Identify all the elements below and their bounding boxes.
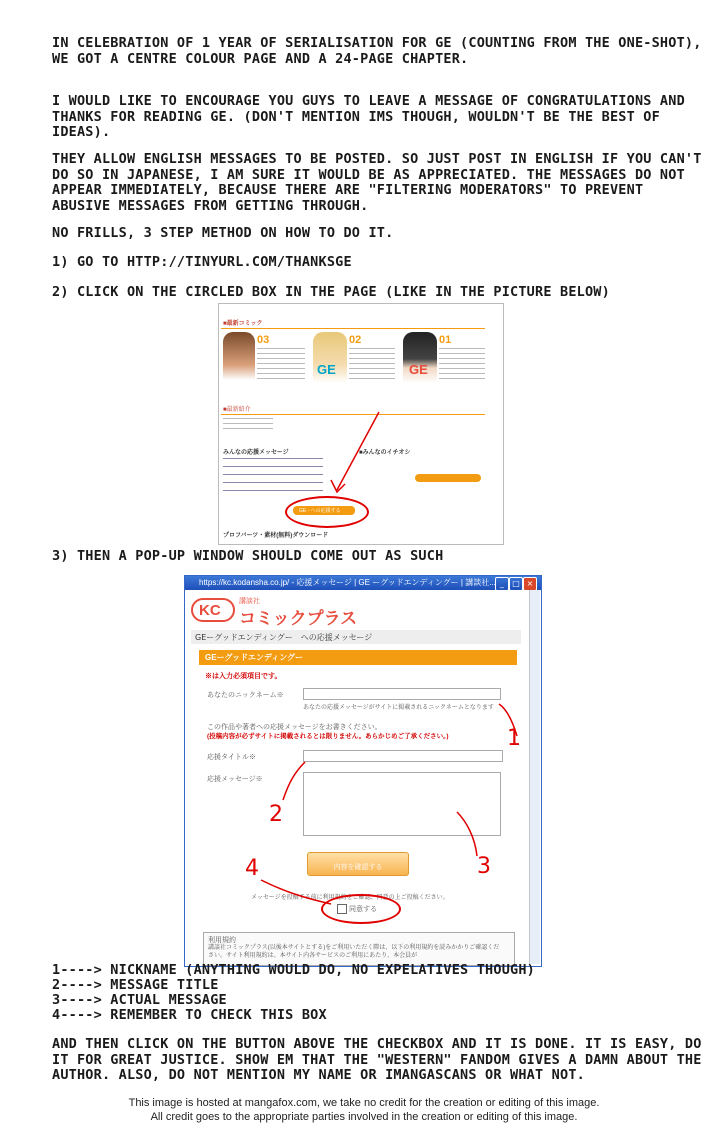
kc-logo-title: コミックプラス [239, 609, 358, 629]
step-3-text: 3) THEN A POP-UP WINDOW SHOULD COME OUT AS SUCH [52, 548, 444, 564]
step-2-text: 2) CLICK ON THE CIRCLED BOX IN THE PAGE (LIKE IN THE PICTURE BELOW) [52, 284, 610, 300]
hand-number-3: 3 [477, 854, 491, 879]
step-1-text: 1) GO TO HTTP://TINYURL.COM/THANKSGE [52, 254, 352, 270]
intro-paragraph-4: NO FRILLS, 3 STEP METHOD ON HOW TO DO IT. [52, 225, 394, 241]
popup-heading: GEーグッドエンディングー への応援メッセージ [195, 633, 373, 642]
arrow-1 [499, 704, 517, 736]
comic-ge-logo-2: GE [317, 362, 336, 377]
arrow-3 [457, 812, 477, 856]
nickname-hint: あなたの応援メッセージがサイトに掲載されるニックネームとなります [303, 705, 494, 711]
intro-line-1: この作品や著者への応援メッセージをお書きください。 [207, 724, 382, 731]
circled-post-button-label: GE - への応援する [299, 508, 341, 514]
agree-checkbox-label: 同意する [349, 906, 377, 913]
screenshot-recommend-title: ■みんなのイチオシ [359, 450, 411, 456]
footer-line-1: This image is hosted at mangafox.com, we take no credit for the creation or editing of this image. [128, 1097, 600, 1109]
screenshot-section-title: ■最新コミック [223, 321, 263, 327]
message-body-label: 応援メッセージ※ [207, 776, 263, 783]
comic-rank-1: 01 [439, 334, 452, 346]
intro-paragraph-2: I WOULD LIKE TO ENCOURAGE YOU GUYS TO LEAVE A MESSAGE OF CONGRATULATIONS AND THANKS FOR READING GE. (DON'T MENTION IMS THOUGH, WOULDN'T BE THE BEST OF IDEAS). [52, 93, 685, 140]
maximize-button[interactable]: □ [509, 577, 523, 591]
red-arrow-line [337, 412, 379, 490]
close-button[interactable]: × [523, 577, 537, 591]
comic-rank-3: 03 [257, 334, 270, 346]
hand-number-2: 2 [269, 802, 283, 827]
website-screenshot [218, 303, 504, 545]
footer-line-2: All credit goes to the appropriate parties involved in the creation or editing of this image. [150, 1111, 578, 1123]
minimize-button[interactable]: _ [495, 577, 509, 591]
arrow-4 [261, 880, 331, 904]
screenshot-messages-title: みんなの応援メッセージ [223, 450, 289, 456]
required-note: ※は入力必須項目です。 [205, 673, 282, 680]
terms-title: 利用規約 [208, 937, 236, 944]
arrow-2 [283, 762, 305, 800]
intro-paragraph-1: IN CELEBRATION OF 1 YEAR OF SERIALISATION FOR GE (COUNTING FROM THE ONE-SHOT), WE GOT A CENTRE COLOUR PAGE AND A 24-PAGE CHAPTER. [52, 35, 702, 67]
hand-number-4: 4 [245, 856, 259, 881]
popup-window [184, 575, 542, 967]
agree-note: メッセージを投稿する前に利用規約をご確認、同意の上ご投稿ください。 [251, 895, 449, 901]
nickname-label: あなたのニックネーム※ [207, 692, 284, 699]
red-arrow-head [331, 480, 345, 492]
screenshot-section2-title: ■最新紹介 [223, 407, 251, 413]
confirm-button-label: 内容を確認する [333, 863, 383, 871]
message-title-label: 応援タイトル※ [207, 754, 256, 761]
terms-text: 講談社コミックプラス(以後本サイトとする)をご利用いただく際は、以下の利用規約を読みかかりご確認ください。サイト利用規約は、本サイト内各サービスのご利用にあたり、本会員が [208, 945, 500, 959]
closing-paragraph: AND THEN CLICK ON THE BUTTON ABOVE THE CHECKBOX AND IT IS DONE. IT IS EASY, DO IT FOR GREAT JUSTICE. SHOW EM THAT THE "WESTERN" FANDOM GIVES A DAMN ABOUT THE AUTHOR. ALSO, DO NOT MENTION MY NAME OR IMANGASCANS OR WHAT NOT. [52, 1036, 702, 1083]
legend-4: 4----> REMEMBER TO CHECK THIS BOX [52, 1007, 327, 1023]
kc-logo-text: KC [199, 602, 221, 619]
comic-ge-logo-1: GE [409, 362, 428, 377]
comic-rank-2: 02 [349, 334, 362, 346]
legend-1: 1----> NICKNAME (ANYTHING WOULD DO, NO EXPELATIVES THOUGH) [52, 962, 536, 978]
popup-titlebar: https://kc.kodansha.co.jp/ - 応援メッセージ | GE ーグッドエンディングー | 講談社... [185, 576, 541, 590]
hand-arrows [185, 576, 541, 966]
intro-line-2: (投稿内容が必ずサイトに掲載されるとは限りません。あらかじめご了承ください。) [207, 733, 449, 740]
popup-orange-bar: GEーグッドエンディングー [199, 650, 517, 665]
screenshot-bottom-title: プロフバーツ・素材(無料)ダウンロード [223, 533, 329, 539]
hand-number-1: 1 [507, 726, 521, 751]
red-arrow-annotation [219, 304, 503, 544]
intro-paragraph-3: THEY ALLOW ENGLISH MESSAGES TO BE POSTED. SO JUST POST IN ENGLISH IF YOU CAN'T DO SO IN JAPANESE, I AM SURE IT WOULD BE AS APPRECIATED. THE MESSAGES DO NOT APPEAR IMMEDIATELY, BECAUSE THERE ARE "FILTERING MODERATORS" TO PREVENT ABUSIVE MESSAGES FROM GETTING THROUGH. [52, 151, 702, 214]
legend-3: 3----> ACTUAL MESSAGE [52, 992, 227, 1008]
legend-2: 2----> MESSAGE TITLE [52, 977, 219, 993]
kc-logo-small: 講談社 [239, 597, 260, 605]
